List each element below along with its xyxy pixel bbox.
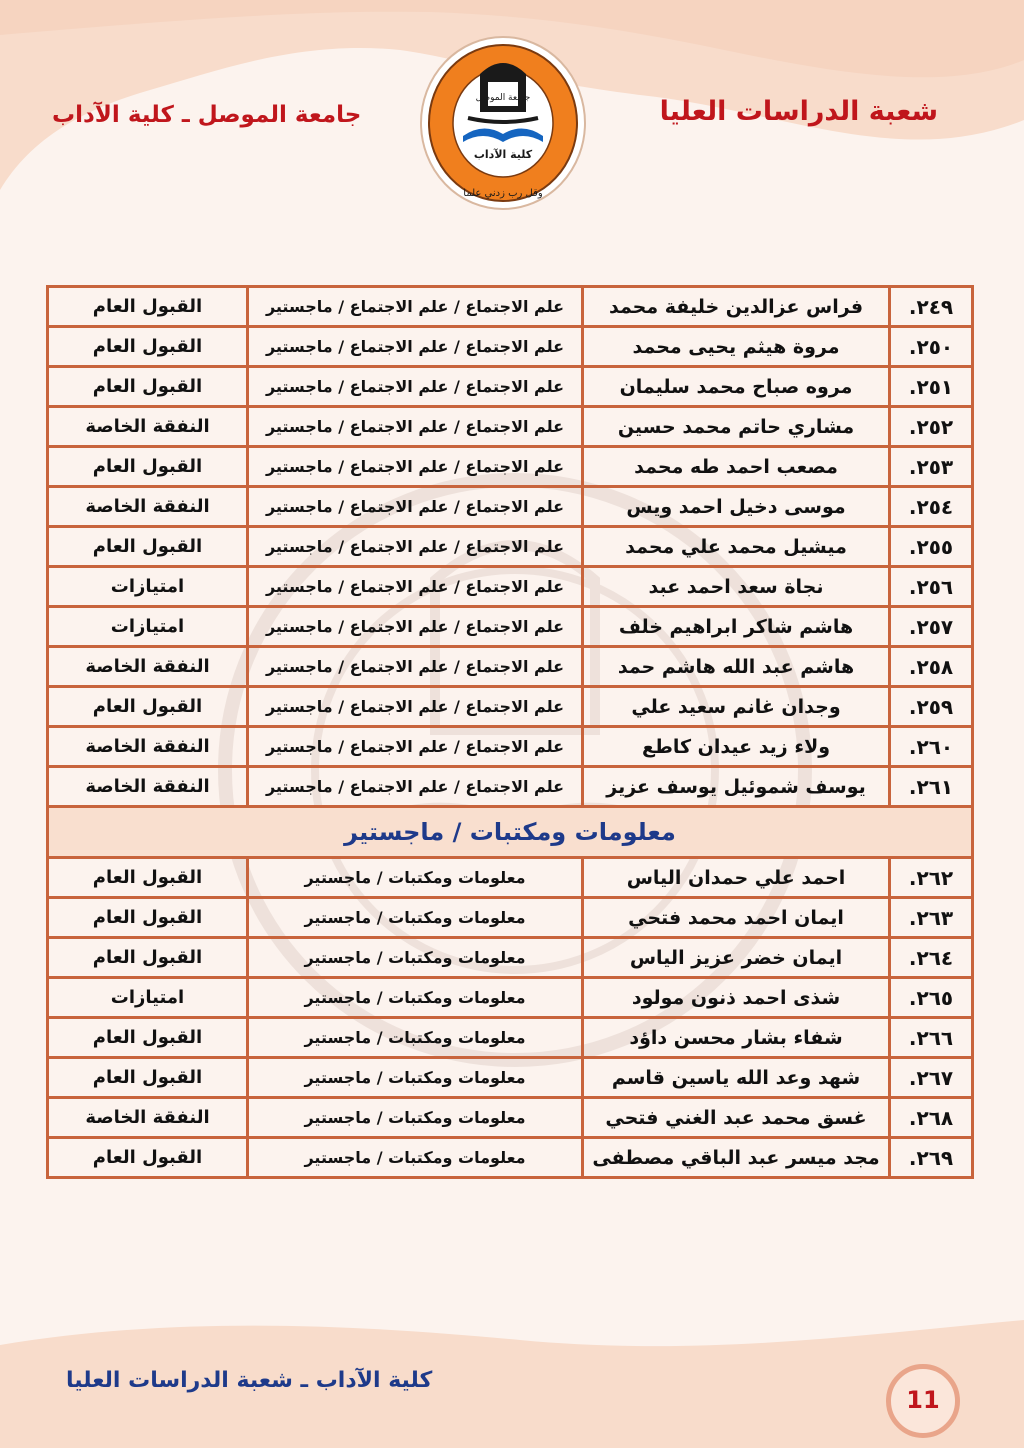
department-cell: علم الاجتماع / علم الاجتماع / ماجستير xyxy=(248,487,583,527)
admission-channel: القبول العام xyxy=(48,687,248,727)
department-cell: علم الاجتماع / علم الاجتماع / ماجستير xyxy=(248,327,583,367)
university-title: جامعة الموصل ـ كلية الآداب xyxy=(52,102,362,128)
page-number: 11 xyxy=(906,1386,940,1414)
table-row xyxy=(48,1018,973,1058)
student-name: مشاري حاتم محمد حسين xyxy=(583,407,890,447)
admission-channel: القبول العام xyxy=(48,898,248,938)
footer-text: كلية الآداب ـ شعبة الدراسات العليا xyxy=(66,1368,433,1393)
table-row xyxy=(48,367,973,407)
department-cell: علم الاجتماع / علم الاجتماع / ماجستير xyxy=(248,287,583,327)
admission-channel: القبول العام xyxy=(48,287,248,327)
student-name: مصعب احمد طه محمد xyxy=(583,447,890,487)
table-row xyxy=(48,327,973,367)
table-row xyxy=(48,567,973,607)
admission-channel: القبول العام xyxy=(48,938,248,978)
table-row xyxy=(48,1098,973,1138)
table-row xyxy=(48,1058,973,1098)
student-name: يوسف شموئيل يوسف عزيز xyxy=(583,767,890,807)
row-number: ٢٥١. xyxy=(890,367,973,407)
students-table xyxy=(46,285,974,1179)
department-cell: علم الاجتماع / علم الاجتماع / ماجستير xyxy=(248,407,583,447)
row-number: ٢٦٥. xyxy=(890,978,973,1018)
department-cell: علم الاجتماع / علم الاجتماع / ماجستير xyxy=(248,607,583,647)
department-cell: معلومات ومكتبات / ماجستير xyxy=(248,1018,583,1058)
table-row xyxy=(48,727,973,767)
admission-channel: امتيازات xyxy=(48,607,248,647)
row-number: ٢٦٤. xyxy=(890,938,973,978)
row-number: ٢٦٢. xyxy=(890,858,973,898)
table-row xyxy=(48,647,973,687)
admission-channel: القبول العام xyxy=(48,1058,248,1098)
table-row xyxy=(48,978,973,1018)
admission-channel: القبول العام xyxy=(48,527,248,567)
student-name: شذى احمد ذنون مولود xyxy=(583,978,890,1018)
admission-channel: امتيازات xyxy=(48,978,248,1018)
department-cell: معلومات ومكتبات / ماجستير xyxy=(248,858,583,898)
student-name: نجاة سعد احمد عبد xyxy=(583,567,890,607)
logo-middle-text: كلية الآداب xyxy=(473,148,533,161)
student-name: هاشم عبد الله هاشم حمد xyxy=(583,647,890,687)
admission-channel: النفقة الخاصة xyxy=(48,767,248,807)
department-cell: علم الاجتماع / علم الاجتماع / ماجستير xyxy=(248,447,583,487)
row-number: ٢٥٤. xyxy=(890,487,973,527)
admission-channel: النفقة الخاصة xyxy=(48,487,248,527)
student-name: ميشيل محمد علي محمد xyxy=(583,527,890,567)
department-title: شعبة الدراسات العليا xyxy=(659,96,938,127)
student-name: وجدان غانم سعيد علي xyxy=(583,687,890,727)
department-cell: علم الاجتماع / علم الاجتماع / ماجستير xyxy=(248,687,583,727)
student-name: مروه صباح محمد سليمان xyxy=(583,367,890,407)
table-row xyxy=(48,287,973,327)
table-row xyxy=(48,687,973,727)
admission-channel: النفقة الخاصة xyxy=(48,647,248,687)
section-header-row xyxy=(48,807,973,858)
student-name: فراس عزالدين خليفة محمد xyxy=(583,287,890,327)
student-name: غسق محمد عبد الغني فتحي xyxy=(583,1098,890,1138)
table-row xyxy=(48,767,973,807)
table-row xyxy=(48,447,973,487)
student-name: ولاء زيد عيدان كاطع xyxy=(583,727,890,767)
department-cell: معلومات ومكتبات / ماجستير xyxy=(248,898,583,938)
department-cell: معلومات ومكتبات / ماجستير xyxy=(248,978,583,1018)
row-number: ٢٦٦. xyxy=(890,1018,973,1058)
row-number: ٢٥٦. xyxy=(890,567,973,607)
table-row xyxy=(48,858,973,898)
row-number: ٢٥٣. xyxy=(890,447,973,487)
department-cell: علم الاجتماع / علم الاجتماع / ماجستير xyxy=(248,367,583,407)
table-row xyxy=(48,607,973,647)
admission-channel: القبول العام xyxy=(48,1138,248,1178)
table-row xyxy=(48,898,973,938)
department-cell: علم الاجتماع / علم الاجتماع / ماجستير xyxy=(248,767,583,807)
student-name: شهد وعد الله ياسين قاسم xyxy=(583,1058,890,1098)
table-row xyxy=(48,487,973,527)
department-cell: علم الاجتماع / علم الاجتماع / ماجستير xyxy=(248,567,583,607)
student-name: موسى دخيل احمد ويس xyxy=(583,487,890,527)
row-number: ٢٦١. xyxy=(890,767,973,807)
row-number: ٢٥٠. xyxy=(890,327,973,367)
logo-top-text: جامعة الموصل xyxy=(475,93,531,103)
row-number: ٢٥٢. xyxy=(890,407,973,447)
student-name: احمد علي حمدان الياس xyxy=(583,858,890,898)
department-cell: معلومات ومكتبات / ماجستير xyxy=(248,1058,583,1098)
student-name: مروة هيثم يحيى محمد xyxy=(583,327,890,367)
row-number: ٢٥٥. xyxy=(890,527,973,567)
row-number: ٢٦٣. xyxy=(890,898,973,938)
department-cell: معلومات ومكتبات / ماجستير xyxy=(248,1098,583,1138)
student-name: ايمان خضر عزيز الياس xyxy=(583,938,890,978)
department-cell: معلومات ومكتبات / ماجستير xyxy=(248,1138,583,1178)
student-name: هاشم شاكر ابراهيم خلف xyxy=(583,607,890,647)
table-row xyxy=(48,938,973,978)
row-number: ٢٥٨. xyxy=(890,647,973,687)
table-row xyxy=(48,1138,973,1178)
row-number: ٢٥٩. xyxy=(890,687,973,727)
admission-channel: القبول العام xyxy=(48,447,248,487)
row-number: ٢٦٠. xyxy=(890,727,973,767)
department-cell: علم الاجتماع / علم الاجتماع / ماجستير xyxy=(248,647,583,687)
admission-channel: امتيازات xyxy=(48,567,248,607)
admission-channel: النفقة الخاصة xyxy=(48,1098,248,1138)
logo-ring-text: وقل رب زدني علما xyxy=(463,188,543,199)
university-logo xyxy=(418,34,588,212)
student-name: شفاء بشار محسن داؤد xyxy=(583,1018,890,1058)
table-row xyxy=(48,527,973,567)
row-number: ٢٤٩. xyxy=(890,287,973,327)
student-name: ايمان احمد محمد فتحي xyxy=(583,898,890,938)
admission-channel: القبول العام xyxy=(48,1018,248,1058)
student-name: مجد ميسر عبد الباقي مصطفى xyxy=(583,1138,890,1178)
section-title: معلومات ومكتبات / ماجستير xyxy=(48,807,973,858)
department-cell: معلومات ومكتبات / ماجستير xyxy=(248,938,583,978)
row-number: ٢٥٧. xyxy=(890,607,973,647)
admission-channel: القبول العام xyxy=(48,327,248,367)
admission-channel: القبول العام xyxy=(48,858,248,898)
admission-channel: النفقة الخاصة xyxy=(48,727,248,767)
department-cell: علم الاجتماع / علم الاجتماع / ماجستير xyxy=(248,527,583,567)
department-cell: علم الاجتماع / علم الاجتماع / ماجستير xyxy=(248,727,583,767)
row-number: ٢٦٨. xyxy=(890,1098,973,1138)
row-number: ٢٦٧. xyxy=(890,1058,973,1098)
admission-channel: القبول العام xyxy=(48,367,248,407)
table-row xyxy=(48,407,973,447)
row-number: ٢٦٩. xyxy=(890,1138,973,1178)
admission-channel: النفقة الخاصة xyxy=(48,407,248,447)
